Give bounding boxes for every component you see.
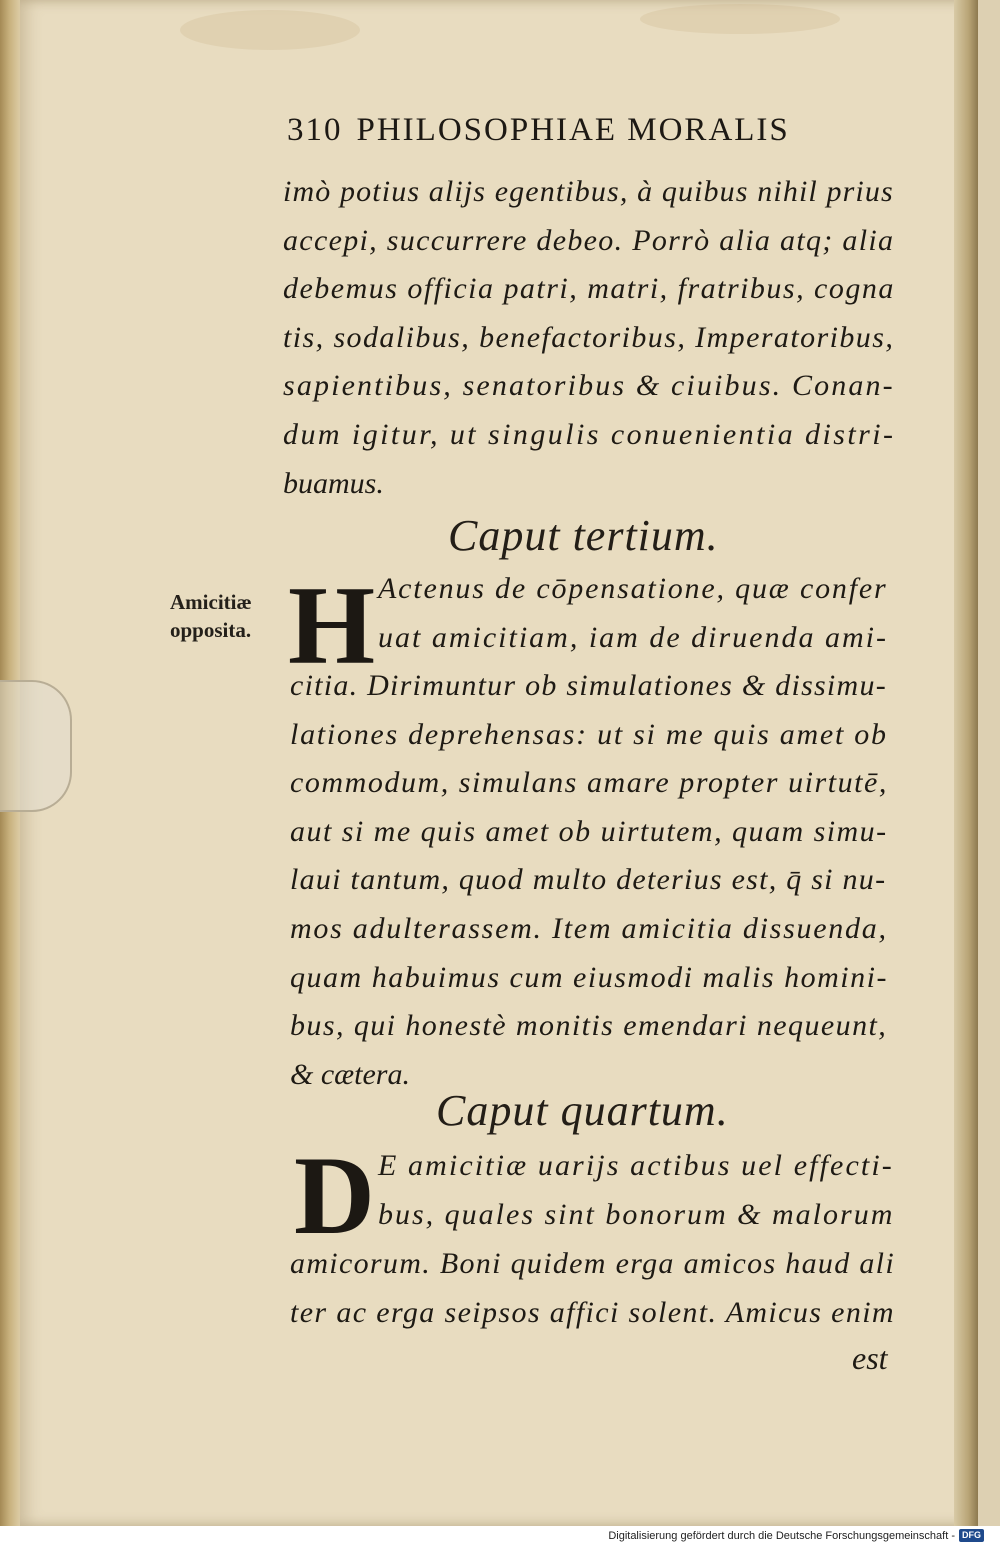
dropcap-h: H xyxy=(288,564,376,688)
chapter-heading-3: Caput tertium. xyxy=(448,511,719,560)
chapter4-body xyxy=(290,1240,894,1337)
text-line: debemus officia patri, matri, fratribus, cogna xyxy=(283,272,895,306)
text-line: accepi, succurrere debeo. Porrò alia atq; alia xyxy=(283,223,895,257)
marginal-note xyxy=(170,588,252,644)
marginal-note-line: Amicitiæ xyxy=(170,590,252,614)
chapter4-indented-lines xyxy=(378,1142,895,1239)
dfg-logo[interactable]: DFG xyxy=(959,1529,984,1542)
footer-bar xyxy=(0,1526,1000,1545)
text-line: & cætera. xyxy=(290,1057,410,1091)
running-title: PHILOSOPHIAE MORALIS xyxy=(356,112,790,148)
page-number: 310 xyxy=(287,112,343,148)
text-line: bus, qui honestè monitis emendari nequeunt, xyxy=(290,1009,888,1043)
text-line: ter ac erga seipsos affici solent. Amicus enim xyxy=(290,1295,895,1329)
text-line: Actenus de cōpensatione, quæ confer xyxy=(378,572,888,605)
text-line: aut si me quis amet ob uirtutem, quam simu- xyxy=(290,814,888,848)
text-line: citia. Dirimuntur ob simulationes & dissimu- xyxy=(290,669,887,702)
page-right-edge xyxy=(954,0,978,1526)
text-line: imò potius alijs egentibus, à quibus nihil prius xyxy=(283,175,894,208)
text-line: lationes deprehensas: ut si me quis amet ob xyxy=(290,717,888,751)
text-line: bus, quales sint bonorum & malorum xyxy=(378,1197,895,1231)
text-line: laui tantum, quod multo deterius est, q̄ si nu- xyxy=(290,863,887,897)
text-line: buamus. xyxy=(283,466,384,500)
text-line: E amicitiæ uarijs actibus uel effecti- xyxy=(378,1149,894,1182)
page-clip xyxy=(0,680,72,812)
text-line: commodum, simulans amare propter uirtutē, xyxy=(290,766,888,800)
paragraph-top xyxy=(283,168,896,508)
text-line: dum igitur, ut singulis conuenientia distri- xyxy=(283,417,896,451)
paper-stain xyxy=(640,4,840,34)
marginal-note-line: opposita. xyxy=(170,618,252,642)
chapter3-body xyxy=(290,662,886,1099)
text-line: uat amicitiam, iam de diruenda ami- xyxy=(378,620,888,654)
chapter-heading-4: Caput quartum. xyxy=(436,1086,729,1135)
text-line: sapientibus, senatoribus & ciuibus. Conan- xyxy=(283,369,895,403)
text-line: amicorum. Boni quidem erga amicos haud ali xyxy=(290,1247,895,1280)
chapter3-indented-lines xyxy=(378,565,886,662)
text-line: quam habuimus cum eiusmodi malis homini- xyxy=(290,960,888,994)
funding-note: Digitalisierung gefördert durch die Deutsche Forschungsgemeinschaft - xyxy=(608,1529,955,1542)
catchword: est xyxy=(852,1340,888,1376)
text-line: tis, sodalibus, benefactoribus, Imperatoribus, xyxy=(283,320,895,354)
dropcap-d: D xyxy=(294,1134,375,1258)
text-line: mos adulterassem. Item amicitia dissuenda, xyxy=(290,911,888,945)
running-header xyxy=(287,112,867,149)
paper-stain xyxy=(180,10,360,50)
